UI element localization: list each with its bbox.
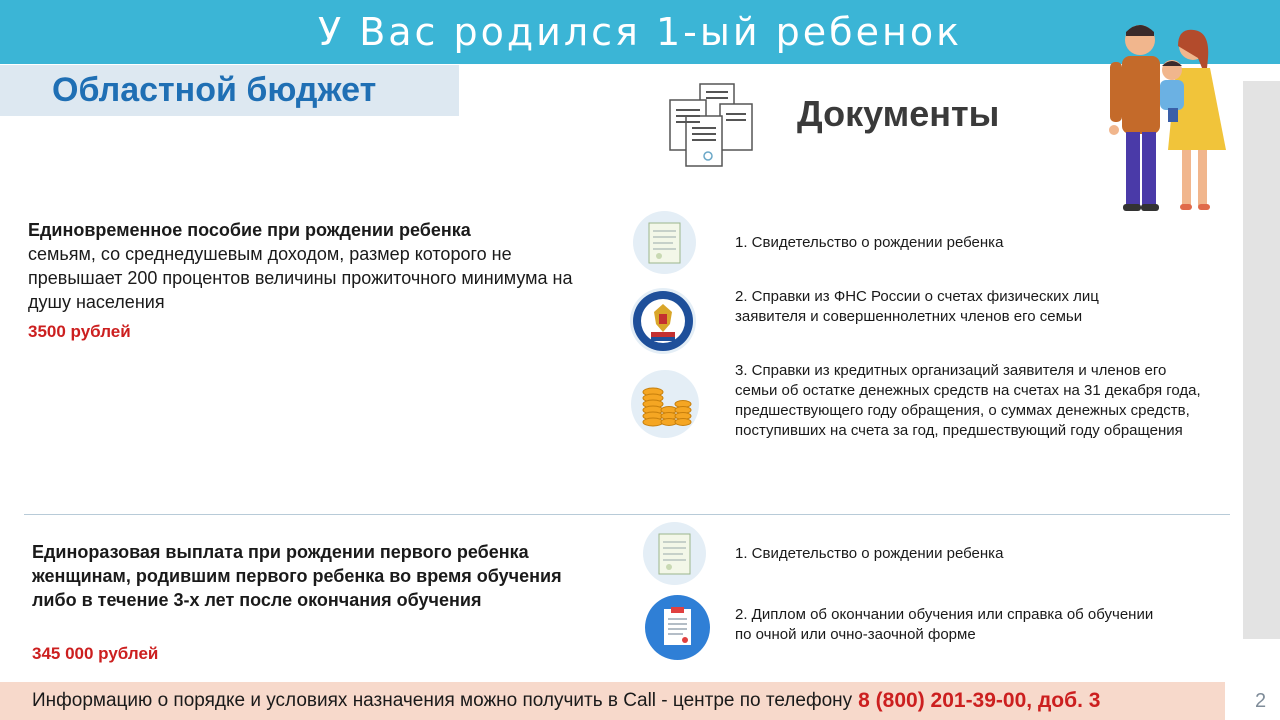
divider [24, 514, 1230, 515]
family-icon [1098, 18, 1238, 214]
section1-description [28, 218, 588, 314]
section1-amount: 3500 рублей [28, 322, 131, 341]
footer-phone[interactable]: 8 (800) 201-39-00, доб. 3 [858, 689, 1101, 712]
section2-doc-1: 1. Свидетельство о рождении ребенка [735, 545, 1004, 562]
fns-emblem-icon [630, 288, 696, 354]
section1-doc-3: 3. Справки из кредитных организаций заявителя и членов его семьи об остатке денежных средств на счетах на 31 декабря года, предшествующего году обращения, о суммах денежных средств, поступивших на счета за год, предшествующий году обращения [735, 362, 1201, 439]
section1-doc-1: 1. Свидетельство о рождении ребенка [735, 234, 1004, 251]
section2-heading: Единоразовая выплата при рождении первого ребенка женщинам, родившим первого ребенка во время обучения либо в течение 3-х лет после окончания обучения [32, 542, 562, 610]
documents-title: Документы [797, 93, 1000, 134]
documents-icon [668, 82, 756, 170]
diploma-icon [645, 595, 710, 660]
section2-doc-2: 2. Диплом об окончании обучения или справка об обучении по очной или очно-заочной форме [735, 606, 1154, 643]
page-number: 2 [1255, 690, 1267, 712]
section1-doc-2: 2. Справки из ФНС России о счетах физических лиц заявителя и совершеннолетних членов его семьи [735, 288, 1099, 325]
budget-label-box [0, 65, 459, 116]
footer-bar [0, 682, 1225, 720]
certificate-icon [643, 522, 706, 585]
section1-heading: Единовременное пособие при рождении ребенка [28, 220, 471, 240]
page-title: У Вас родился 1-ый ребенок [317, 10, 963, 54]
coins-icon [631, 370, 699, 438]
budget-label: Областной бюджет [52, 71, 377, 109]
side-strip [1243, 81, 1280, 639]
title-bar [0, 0, 1280, 64]
section1-text: семьям, со среднедушевым доходом, размер которого не превышает 200 процентов величины прожиточного минимума на душу населения [28, 244, 573, 312]
certificate-icon [633, 211, 696, 274]
section2-amount: 345 000 рублей [32, 644, 159, 663]
footer-text: Информацию о порядке и условиях назначения можно получить в Call - центре по телефону [32, 690, 853, 711]
